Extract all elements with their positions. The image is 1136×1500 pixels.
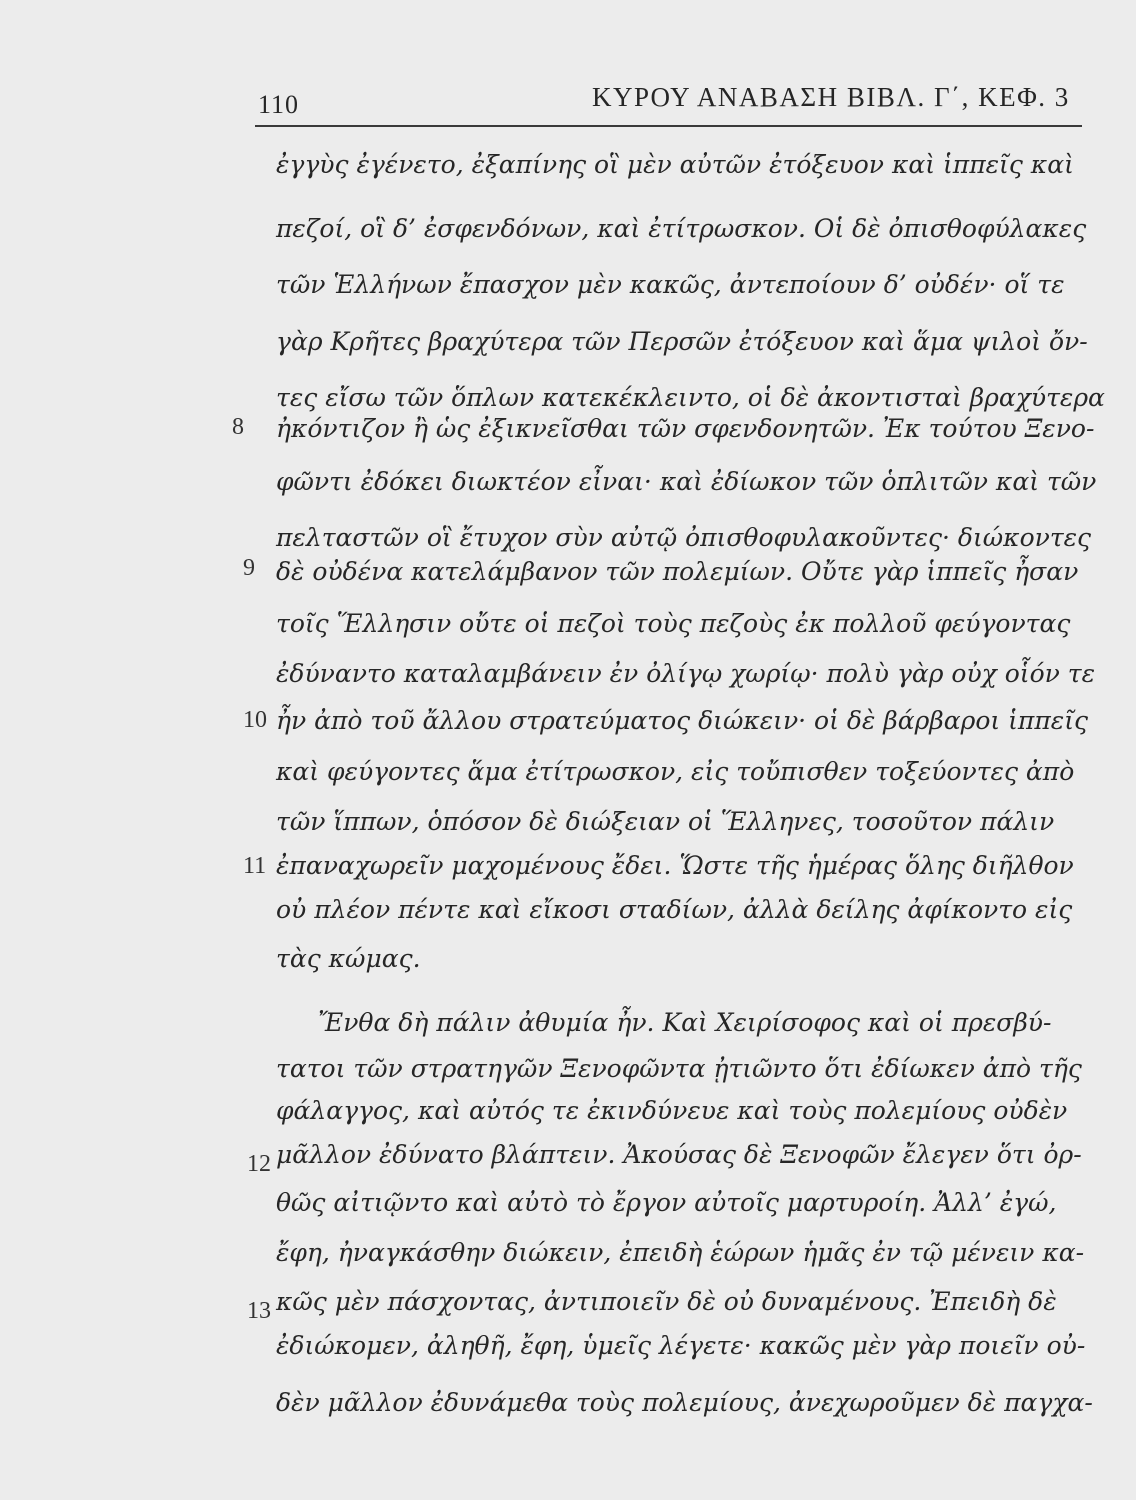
section-number: 10 [243,707,267,733]
section-number: 13 [247,1298,271,1324]
text-line: ἐδύναντο καταλαμβάνειν ἐν ὀλίγῳ χωρίῳ· πολὺ γὰρ οὐχ οἷόν τε [276,659,1096,688]
text-line: θῶς αἰτιῷντο καὶ αὐτὸ τὸ ἔργον αὐτοῖς μαρτυροίη. Ἀλλ’ ἐγώ, [276,1188,1057,1217]
text-line: μᾶλλον ἐδύνατο βλάπτειν. Ἀκούσας δὲ Ξενοφῶν ἔλεγεν ὅτι ὀρ- [276,1140,1082,1169]
text-line: πεζοί, οἳ δ’ ἐσφενδόνων, καὶ ἐτίτρωσκον. Οἱ δὲ ὀπισθοφύλακες [276,214,1087,243]
text-line: φάλαγγος, καὶ αὐτός τε ἐκινδύνευε καὶ τοὺς πολεμίους οὐδὲν [276,1096,1068,1125]
text-line: ἔφη, ἠναγκάσθην διώκειν, ἐπειδὴ ἑώρων ἡμᾶς ἐν τῷ μένειν κα- [276,1238,1085,1267]
text-line: καὶ φεύγοντες ἅμα ἐτίτρωσκον, εἰς τοὔπισθεν τοξεύοντες ἀπὸ [276,757,1075,786]
section-number: 9 [243,555,255,581]
header-rule [255,125,1082,127]
text-line: ἐγγὺς ἐγένετο, ἐξαπίνης οἳ μὲν αὐτῶν ἐτόξευον καὶ ἱππεῖς καὶ [276,150,1074,179]
text-line: γὰρ Κρῆτες βραχύτερα τῶν Περσῶν ἐτόξευον καὶ ἅμα ψιλοὶ ὄν- [276,327,1088,356]
text-line: φῶντι ἐδόκει διωκτέον εἶναι· καὶ ἐδίωκον τῶν ὁπλιτῶν καὶ τῶν [276,467,1097,496]
section-number: 11 [243,853,267,879]
section-number: 12 [247,1151,271,1177]
page-number: 110 [258,90,300,119]
text-line: δὲ οὐδένα κατελάμβανον τῶν πολεμίων. Οὔτε γὰρ ἱππεῖς ἦσαν [276,557,1079,586]
text-line: τὰς κώμας. [276,944,421,973]
text-line: τατοι τῶν στρατηγῶν Ξενοφῶντα ᾐτιῶντο ὅτι ἐδίωκεν ἀπὸ τῆς [276,1054,1082,1083]
running-title: ΚΥΡΟΥ ΑΝΑΒΑΣΗ ΒΙΒΛ. Γ΄, ΚΕΦ. 3 [592,82,1070,112]
text-line: ἠκόντιζον ἢ ὡς ἐξικνεῖσθαι τῶν σφενδονητῶν. Ἐκ τούτου Ξενο- [276,414,1095,443]
text-line: κῶς μὲν πάσχοντας, ἀντιποιεῖν δὲ οὐ δυναμένους. Ἐπειδὴ δὲ [276,1287,1057,1316]
text-line: τες εἴσω τῶν ὅπλων κατεκέκλειντο, οἱ δὲ ἀκοντισταὶ βραχύτερα [276,383,1105,412]
text-line: ἐπαναχωρεῖν μαχομένους ἔδει. Ὥστε τῆς ἡμέρας ὅλης διῆλθον [276,851,1074,880]
text-line: δὲν μᾶλλον ἐδυνάμεθα τοὺς πολεμίους, ἀνεχωροῦμεν δὲ παγχα- [276,1388,1093,1417]
running-head [0,0,1136,130]
text-line: τῶν Ἑλλήνων ἔπασχον μὲν κακῶς, ἀντεποίουν δ’ οὐδέν· οἵ τε [276,270,1065,299]
text-line: οὐ πλέον πέντε καὶ εἴκοσι σταδίων, ἀλλὰ δείλης ἀφίκοντο εἰς [276,895,1073,924]
text-line: ἐδιώκομεν, ἀληθῆ, ἔφη, ὑμεῖς λέγετε· κακῶς μὲν γὰρ ποιεῖν οὐ- [276,1331,1086,1360]
text-line: τῶν ἵππων, ὁπόσον δὲ διώξειαν οἱ Ἕλληνες, τοσοῦτον πάλιν [276,807,1055,836]
text-line: πελταστῶν οἳ ἔτυχον σὺν αὐτῷ ὀπισθοφυλακοῦντες· διώκοντες [276,523,1092,552]
text-line: ἦν ἀπὸ τοῦ ἄλλου στρατεύματος διώκειν· οἱ δὲ βάρβαροι ἱππεῖς [276,706,1089,735]
section-number: 8 [232,414,244,440]
text-line: Ἔνθα δὴ πάλιν ἀθυμία ἦν. Καὶ Χειρίσοφος καὶ οἱ πρεσβύ- [318,1008,1052,1037]
text-line: τοῖς Ἕλλησιν οὔτε οἱ πεζοὶ τοὺς πεζοὺς ἐκ πολλοῦ φεύγοντας [276,609,1071,638]
